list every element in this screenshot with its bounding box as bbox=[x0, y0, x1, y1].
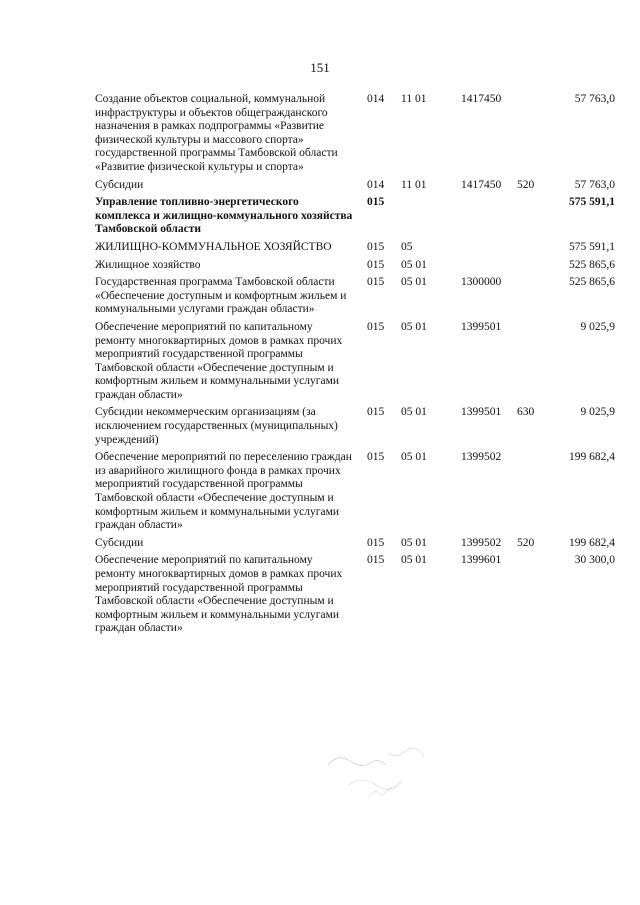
row-name: Жилищное хозяйство bbox=[95, 258, 201, 271]
row-name: Обеспечение мероприятий по капитальному ремонту многоквартирных домов в рамках прочих мероприятий государственной программы Тамбовской области «Обеспечение доступным и комфортным жильем и коммунальными услугами граждан области» bbox=[95, 320, 343, 401]
row-amount: 9 025,9 bbox=[580, 320, 615, 333]
row-target-code: 1417450 bbox=[461, 93, 502, 105]
row-name: Обеспечение мероприятий по переселению граждан из аварийного жилищного фонда в рамках прочих мероприятий государственной программы Тамбовской области «Обеспечение доступным и комфортным жильем и коммунальными услугами граждан области» bbox=[95, 451, 352, 532]
row-section-code: 11 01 bbox=[401, 93, 427, 105]
row-amount: 57 763,0 bbox=[574, 178, 615, 191]
row-ministry-code: 015 bbox=[367, 536, 385, 549]
row-section-code: 11 01 bbox=[401, 178, 427, 191]
row-section-code: 05 01 bbox=[401, 451, 427, 464]
row-expense-code: 630 bbox=[517, 406, 535, 419]
table-row bbox=[95, 196, 615, 237]
row-expense-code: 520 bbox=[517, 536, 535, 549]
row-ministry-code: 015 bbox=[367, 240, 385, 253]
table-row bbox=[95, 241, 615, 255]
row-target-code: 1300000 bbox=[461, 276, 502, 289]
table-row bbox=[95, 451, 615, 533]
budget-table bbox=[95, 93, 615, 640]
row-amount: 57 763,0 bbox=[574, 93, 615, 105]
row-name: ЖИЛИЩНО-КОММУНАЛЬНОЕ ХОЗЯЙСТВО bbox=[95, 240, 332, 253]
table-row bbox=[95, 321, 615, 403]
row-name: Управление топливно-энергетического комплекса и жилищно-коммунального хозяйства Тамбовской области bbox=[95, 196, 353, 236]
table-row bbox=[95, 259, 615, 273]
row-ministry-code: 015 bbox=[367, 320, 385, 333]
row-ministry-code: 015 bbox=[367, 406, 385, 419]
row-ministry-code: 014 bbox=[367, 93, 385, 105]
page-number: 151 bbox=[310, 60, 330, 75]
row-target-code: 1417450 bbox=[461, 178, 502, 191]
row-ministry-code: 015 bbox=[367, 258, 385, 271]
row-section-code: 05 01 bbox=[401, 536, 427, 549]
row-amount: 575 591,1 bbox=[569, 240, 615, 253]
row-section-code: 05 01 bbox=[401, 554, 427, 567]
row-section-code: 05 bbox=[401, 240, 413, 253]
row-ministry-code: 015 bbox=[367, 196, 385, 209]
row-amount: 525 865,6 bbox=[569, 276, 615, 289]
row-target-code: 1399601 bbox=[461, 554, 502, 567]
row-amount: 525 865,6 bbox=[569, 258, 615, 271]
row-name: Субсидии bbox=[95, 536, 144, 549]
row-section-code: 05 01 bbox=[401, 320, 427, 333]
faint-stamp-mark bbox=[318, 735, 438, 805]
table-row bbox=[95, 554, 615, 636]
table-row bbox=[95, 537, 615, 551]
row-expense-code: 520 bbox=[517, 178, 535, 191]
row-target-code: 1399501 bbox=[461, 320, 502, 333]
row-target-code: 1399501 bbox=[461, 406, 502, 419]
row-name: Создание объектов социальной, коммунальной инфраструктуры и объектов общегражданского назначения в рамках подпрограммы «Развитие физической культуры и массового спорта» государственной программы Тамбовской области «Развитие физической культуры и спорта» bbox=[95, 93, 338, 173]
row-amount: 9 025,9 bbox=[580, 406, 615, 419]
row-ministry-code: 014 bbox=[367, 178, 385, 191]
row-name: Субсидии некоммерческим организациям (за исключением государственных (муниципальных) учреждений) bbox=[95, 406, 338, 446]
row-section-code: 05 01 bbox=[401, 276, 427, 289]
row-name: Обеспечение мероприятий по капитальному ремонту многоквартирных домов в рамках прочих мероприятий государственной программы Тамбовской области «Обеспечение доступным и комфортным жильем и коммунальными услугами граждан области» bbox=[95, 554, 343, 635]
row-amount: 199 682,4 bbox=[569, 451, 615, 464]
table-row bbox=[95, 406, 615, 447]
row-target-code: 1399502 bbox=[461, 451, 502, 464]
row-amount: 199 682,4 bbox=[569, 536, 615, 549]
row-ministry-code: 015 bbox=[367, 276, 385, 289]
row-name: Субсидии bbox=[95, 178, 144, 191]
row-section-code: 05 01 bbox=[401, 406, 427, 419]
row-section-code: 05 01 bbox=[401, 258, 427, 271]
row-amount: 30 300,0 bbox=[574, 554, 615, 567]
row-amount: 575 591,1 bbox=[569, 196, 615, 209]
table-row bbox=[95, 93, 615, 175]
row-name: Государственная программа Тамбовской области «Обеспечение доступным и комфортным жильем и коммунальными услугами граждан области» bbox=[95, 276, 347, 316]
table-row bbox=[95, 276, 615, 317]
table-row bbox=[95, 179, 615, 193]
row-target-code: 1399502 bbox=[461, 536, 502, 549]
row-ministry-code: 015 bbox=[367, 554, 385, 567]
row-ministry-code: 015 bbox=[367, 451, 385, 464]
